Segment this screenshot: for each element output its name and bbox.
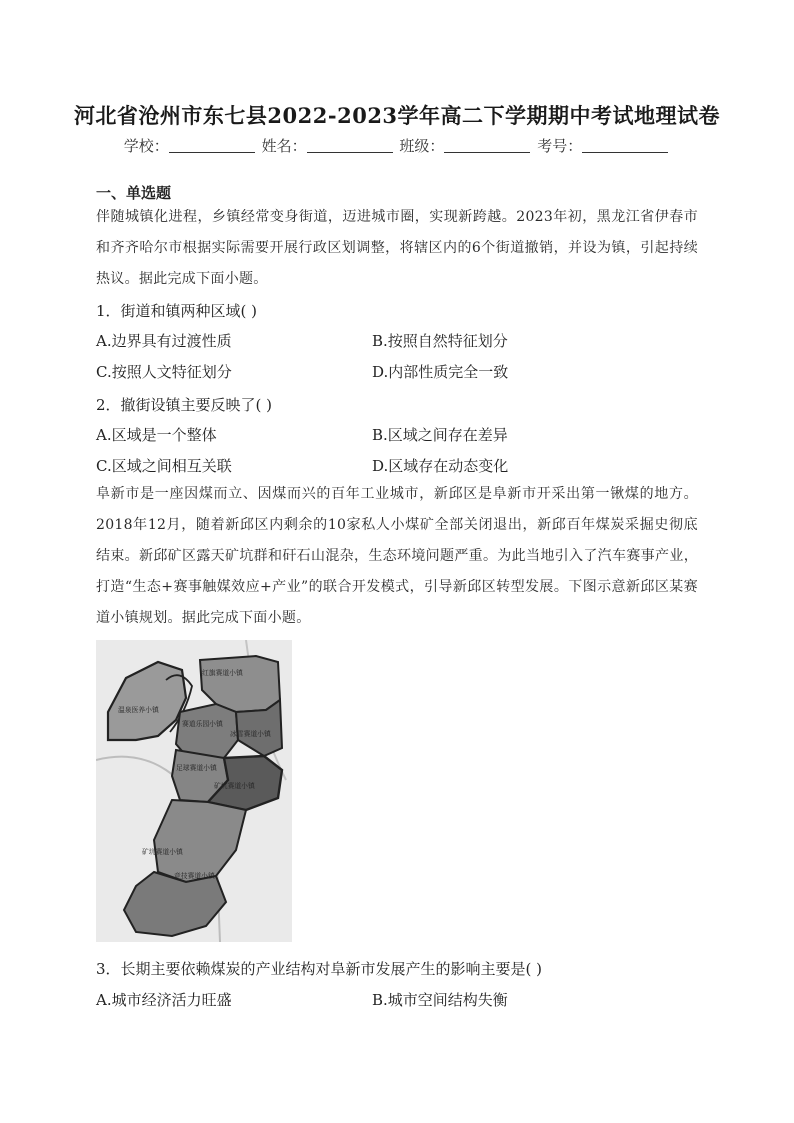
class-label: 班级： [399,137,445,155]
question-1-option-b[interactable]: B.按照自然特征划分 [372,332,508,350]
question-2-option-c[interactable]: C.区域之间相互关联 [96,457,232,475]
question-2-option-a[interactable]: A.区域是一个整体 [96,426,217,444]
map-label-red-flag: 红旗赛道小镇 [202,669,243,677]
name-blank[interactable] [307,138,393,153]
number-blank[interactable] [582,138,668,153]
map-label-paradise: 赛道乐园小镇 [182,720,223,728]
question-2-option-d[interactable]: D.区域存在动态变化 [372,457,509,475]
student-info-line [0,135,794,156]
track-town-planning-map [96,640,292,942]
question-1-option-a[interactable]: A.边界具有过渡性质 [96,332,232,350]
map-label-ice-snow: 冰雪赛道小镇 [230,730,271,738]
section-heading: 一、单选题 [96,184,172,202]
question-2-option-b[interactable]: B.区域之间存在差异 [372,426,508,444]
question-1-option-c[interactable]: C.按照人文特征划分 [96,363,232,381]
zone-paradise [176,704,238,758]
map-figure [96,640,292,942]
map-label-football: 足球赛道小镇 [176,764,217,772]
question-3-option-a[interactable]: A.城市经济活力旺盛 [96,991,232,1009]
map-label-hot-spring: 温泉医养小镇 [118,706,159,714]
map-label-pit-2: 矿坑赛道小镇 [142,848,183,856]
question-1-stem: 1．街道和镇两种区域( ) [96,302,258,320]
map-label-competition: 竞技赛道小镇 [174,872,215,880]
passage-1: 伴随城镇化进程，乡镇经常变身街道，迈进城市圈，实现新跨越。2023年初，黑龙江省伊春市和齐齐哈尔市根据实际需要开展行政区划调整，将辖区内的6个街道撤销，并设为镇，引起持续热议。据此完成下面小题。 [96,209,698,287]
question-3-option-b[interactable]: B.城市空间结构失衡 [372,991,508,1009]
number-label: 考号： [537,137,583,155]
class-blank[interactable] [444,138,530,153]
question-1-option-d[interactable]: D.内部性质完全一致 [372,363,509,381]
name-label: 姓名： [261,137,307,155]
map-label-pit-1: 矿坑赛道小镇 [214,782,255,790]
question-2-stem: 2．撤街设镇主要反映了( ) [96,396,273,414]
passage-2: 阜新市是一座因煤而立、因煤而兴的百年工业城市，新邱区是阜新市开采出第一锹煤的地方。2018年12月，随着新邱区内剩余的10家私人小煤矿全部关闭退出，新邱百年煤炭采掘史彻底结束。新邱矿区露天矿坑群和矸石山混杂，生态环境问题严重。为此当地引入了汽车赛事产业，打造“生态+赛事触媒效应+产业”的联合开发模式，引导新邱区转型发展。下图示意新邱区某赛道小镇规划。据此完成下面小题。 [96,486,698,626]
school-blank[interactable] [169,138,255,153]
school-label: 学校： [123,137,169,155]
exam-title: 河北省沧州市东七县2022-2023学年高二下学期期中考试地理试卷 [73,103,721,128]
question-3-stem: 3．长期主要依赖煤炭的产业结构对阜新市发展产生的影响主要是( ) [96,960,543,978]
